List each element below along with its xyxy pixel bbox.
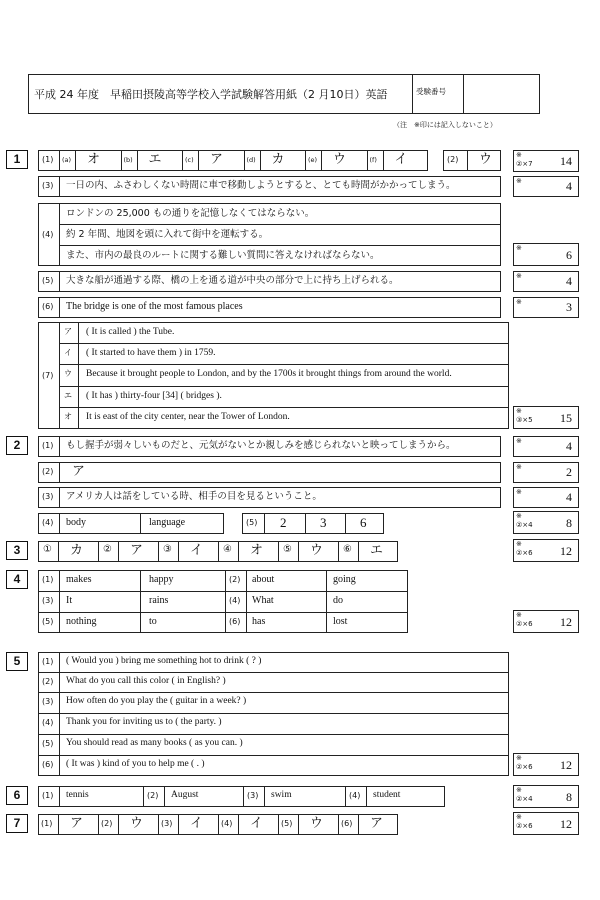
question-number-4: 4 <box>6 570 28 589</box>
q1-7-answer: ( It has ) thirty-four [34] ( bridges ). <box>86 391 222 401</box>
q1-7-answer: ( It started to have them ) in 1759. <box>86 348 216 358</box>
q6-answer: swim <box>271 790 292 800</box>
q1-1-answer: オ <box>87 152 101 167</box>
q3-score: ※ ②×6 12 <box>513 539 579 562</box>
header-note: （注 ※印には記入しないこと） <box>393 121 497 129</box>
q7-label: (2) <box>101 819 113 828</box>
q5-label: (6) <box>42 760 54 769</box>
q3-sub-label: ③ <box>163 544 172 555</box>
q1-7-answer: ( It is called ) the Tube. <box>86 327 175 337</box>
q6-label: (3) <box>247 791 259 800</box>
cell-divider <box>164 786 165 807</box>
q1-1-answer: ア <box>210 152 224 167</box>
q4-label: (4) <box>229 596 241 605</box>
q7-score: ※ ②×6 12 <box>513 812 579 835</box>
q3-answer: ア <box>130 543 144 558</box>
q4-label: (6) <box>229 617 241 626</box>
cell-divider <box>58 541 59 562</box>
q3-answer: オ <box>250 543 264 558</box>
cell-divider <box>366 786 367 807</box>
q7-answer: ア <box>370 816 384 831</box>
q2-2-answer: ア <box>72 464 86 479</box>
cell-divider <box>321 150 322 171</box>
q3-sub-label: ② <box>103 544 112 555</box>
cell-divider <box>238 541 239 562</box>
q1-7-answer: It is east of the city center, near the Tower of London. <box>86 412 290 422</box>
q4-answer: What <box>252 595 274 606</box>
q1-5-label: (5) <box>42 276 54 285</box>
q2-5-answer-c: 6 <box>360 515 367 530</box>
q7-label: (1) <box>41 819 53 828</box>
q2-score-2: ※ 2 <box>513 462 579 483</box>
q1-1-label: (1) <box>42 155 54 164</box>
q1-1-sub-label: (b) <box>123 156 133 164</box>
cell-divider <box>118 541 119 562</box>
q1-4-line-2: 約 2 年間、地図を頭に入れて街中を運転する。 <box>66 229 269 240</box>
q1-1-answer: エ <box>148 152 162 167</box>
q1-5-answer: 大きな船が通過する際、橋の上を通る道が中央の部分で上に持ち上げられる。 <box>66 275 399 286</box>
exam-number-label: 受験番号 <box>416 87 446 96</box>
cell-divider <box>218 541 219 562</box>
cell-divider <box>98 814 99 835</box>
q1-1-sub-label: (a) <box>62 156 72 164</box>
q5-score: ※ ②×6 12 <box>513 753 579 776</box>
q7-answer: イ <box>190 816 204 831</box>
q4-answer: lost <box>333 616 348 627</box>
q6-answer: student <box>373 790 401 800</box>
q3-sub-label: ⑥ <box>343 544 352 555</box>
q4-label: (5) <box>42 617 54 626</box>
q4-label: (1) <box>42 575 54 584</box>
cell-divider <box>367 150 368 171</box>
q1-7-kana-label: エ <box>64 391 72 400</box>
q7-answer: ウ <box>310 816 324 831</box>
q5-answer: ( Would you ) bring me something hot to drink ( ? ) <box>66 656 262 666</box>
q4-answer: do <box>333 595 343 606</box>
cell-divider <box>98 541 99 562</box>
cell-divider <box>278 541 279 562</box>
cell-divider <box>238 814 239 835</box>
q1-7-kana-label: ア <box>64 327 72 336</box>
question-number-2: 2 <box>6 436 28 455</box>
cell-divider <box>182 150 183 171</box>
q5-answer: You should read as many books ( as you can. ) <box>66 738 243 748</box>
cell-divider <box>244 150 245 171</box>
q2-5-label: (5) <box>246 518 258 527</box>
cell-divider <box>305 150 306 171</box>
q5-label: (3) <box>42 697 54 706</box>
q2-4-word-1: body <box>66 517 86 528</box>
question-number-5: 5 <box>6 652 28 671</box>
question-number-7: 7 <box>6 814 28 833</box>
q2-5-answer-b: 3 <box>320 515 327 530</box>
q3-answer: イ <box>190 543 204 558</box>
q4-answer: It <box>66 595 73 606</box>
question-number-3: 3 <box>6 541 28 560</box>
cell-divider <box>243 786 244 807</box>
q6-answer: tennis <box>66 790 89 800</box>
q1-score-6: ※ ③×5 15 <box>513 406 579 429</box>
q2-1-answer: もし握手が弱々しいものだと、元気がないとか親しみを感じられないと映ってしまうから。 <box>66 440 456 451</box>
q2-3-answer: アメリカ人は話をしている時、相手の目を見るということ。 <box>66 491 322 502</box>
q6-label: (1) <box>42 791 54 800</box>
q5-label: (2) <box>42 677 54 686</box>
cell-divider <box>358 541 359 562</box>
q2-score-4: ※ ②×4 8 <box>513 511 579 534</box>
cell-divider <box>358 814 359 835</box>
cell-divider <box>59 786 60 807</box>
q1-score-1: ※ ②×7 14 <box>513 150 579 172</box>
q4-answer: rains <box>149 595 169 606</box>
q3-answer: ウ <box>310 543 324 558</box>
question-number-1: 1 <box>6 150 28 169</box>
q1-1-answer: カ <box>271 152 285 167</box>
q1-score-3: ※ 6 <box>513 243 579 266</box>
cell-divider <box>260 150 261 171</box>
cell-divider <box>58 814 59 835</box>
q5-answer: Thank you for inviting us to ( the party. ) <box>66 717 222 727</box>
cell-divider <box>75 150 76 171</box>
q5-answer: How often do you play the ( guitar in a week? ) <box>66 696 247 706</box>
q2-2-label: (2) <box>42 467 54 476</box>
cell-divider <box>198 150 199 171</box>
q4-label: (2) <box>229 575 241 584</box>
q4-answer: going <box>333 574 356 585</box>
q7-answer: ウ <box>130 816 144 831</box>
q6-score: ※ ②×4 8 <box>513 785 579 808</box>
q2-score-1: ※ 4 <box>513 436 579 457</box>
q2-1-label: (1) <box>42 441 54 450</box>
q1-3-label: (3) <box>42 181 54 190</box>
cell-divider <box>218 814 219 835</box>
q1-4-label: (4) <box>42 230 54 239</box>
cell-divider <box>264 786 265 807</box>
q4-answer: has <box>252 616 266 627</box>
cell-divider <box>338 541 339 562</box>
q4-score: ※ ②×6 12 <box>513 610 579 633</box>
page-title: 平成 24 年度 早稲田摂陵高等学校入学試験解答用紙（2 月10日）英語 <box>34 88 388 101</box>
q1-score-2: ※ 4 <box>513 176 579 197</box>
q7-answer: ア <box>70 816 84 831</box>
q2-score-3: ※ 4 <box>513 487 579 508</box>
cell-divider <box>278 814 279 835</box>
q5-label: (4) <box>42 718 54 727</box>
q5-answer: ( It was ) kind of you to help me ( . ) <box>66 759 205 769</box>
question-number-6: 6 <box>6 786 28 805</box>
q7-answer: イ <box>250 816 264 831</box>
q2-4-label: (4) <box>42 518 54 527</box>
cell-divider <box>338 814 339 835</box>
cell-divider <box>143 786 144 807</box>
q5-label: (5) <box>42 739 54 748</box>
q1-7-answer: Because it brought people to London, and by the 1700s it brought things from around the world. <box>86 369 452 379</box>
q1-1-answer: イ <box>394 152 408 167</box>
q4-answer: happy <box>149 574 174 585</box>
q7-label: (4) <box>221 819 233 828</box>
q1-1-sub-label: (f) <box>369 156 377 164</box>
q7-label: (5) <box>281 819 293 828</box>
q1-3-answer: 一日の内、ふさわしくない時間に車で移動しようとすると、とても時間がかかってしまう。 <box>66 180 456 191</box>
cell-divider <box>137 150 138 171</box>
cell-divider <box>118 814 119 835</box>
q1-7-kana-label: オ <box>64 412 72 421</box>
q1-7-label: (7) <box>42 371 54 380</box>
q7-label: (6) <box>341 819 353 828</box>
cell-divider <box>158 814 159 835</box>
q3-sub-label: ⑤ <box>283 544 292 555</box>
cell-divider <box>178 814 179 835</box>
q2-3-label: (3) <box>42 492 54 501</box>
exam-number-field[interactable] <box>464 75 539 113</box>
q4-answer: makes <box>66 574 92 585</box>
cell-divider <box>298 814 299 835</box>
q2-4-word-2: language <box>149 517 186 528</box>
q3-sub-label: ① <box>43 544 52 555</box>
q3-sub-label: ④ <box>223 544 232 555</box>
q1-4-line-3: また、市内の最良のルートに関する難しい質問に答えなければならない。 <box>66 250 380 261</box>
q1-7-kana-label: ウ <box>64 369 72 378</box>
q1-4-line-1: ロンドンの 25,000 もの通りを記憶しなくてはならない。 <box>66 208 315 219</box>
q1-1-answer: ウ <box>333 152 347 167</box>
q1-2-answer: ウ <box>479 152 493 167</box>
cell-divider <box>298 541 299 562</box>
q1-1-sub-label: (e) <box>308 156 318 164</box>
cell-divider <box>178 541 179 562</box>
cell-divider <box>158 541 159 562</box>
q5-label: (1) <box>42 657 54 666</box>
q1-6-label: (6) <box>42 302 54 311</box>
q4-label: (3) <box>42 596 54 605</box>
q6-label: (2) <box>147 791 159 800</box>
cell-divider <box>383 150 384 171</box>
q5-answer-table <box>38 652 509 776</box>
q2-2-answer-box <box>38 462 501 483</box>
q4-answer: about <box>252 574 275 585</box>
q1-score-5: ※ 3 <box>513 297 579 318</box>
q2-5-answer-a: 2 <box>280 515 287 530</box>
q1-7-kana-label: イ <box>64 348 72 357</box>
q5-answer: What do you call this color ( in English? ) <box>66 676 226 686</box>
q1-score-4: ※ 4 <box>513 271 579 292</box>
q1-2-label: (2) <box>447 155 459 164</box>
q1-1-sub-label: (c) <box>185 156 194 164</box>
q1-1-sub-label: (d) <box>246 156 256 164</box>
q7-label: (3) <box>161 819 173 828</box>
q6-label: (4) <box>349 791 361 800</box>
cell-divider <box>345 786 346 807</box>
q4-answer: to <box>149 616 157 627</box>
q1-6-answer: The bridge is one of the most famous places <box>66 301 243 312</box>
q4-answer: nothing <box>66 616 97 627</box>
q6-answer: August <box>171 790 199 800</box>
q3-answer: エ <box>370 543 384 558</box>
cell-divider <box>121 150 122 171</box>
q3-answer: カ <box>70 543 84 558</box>
